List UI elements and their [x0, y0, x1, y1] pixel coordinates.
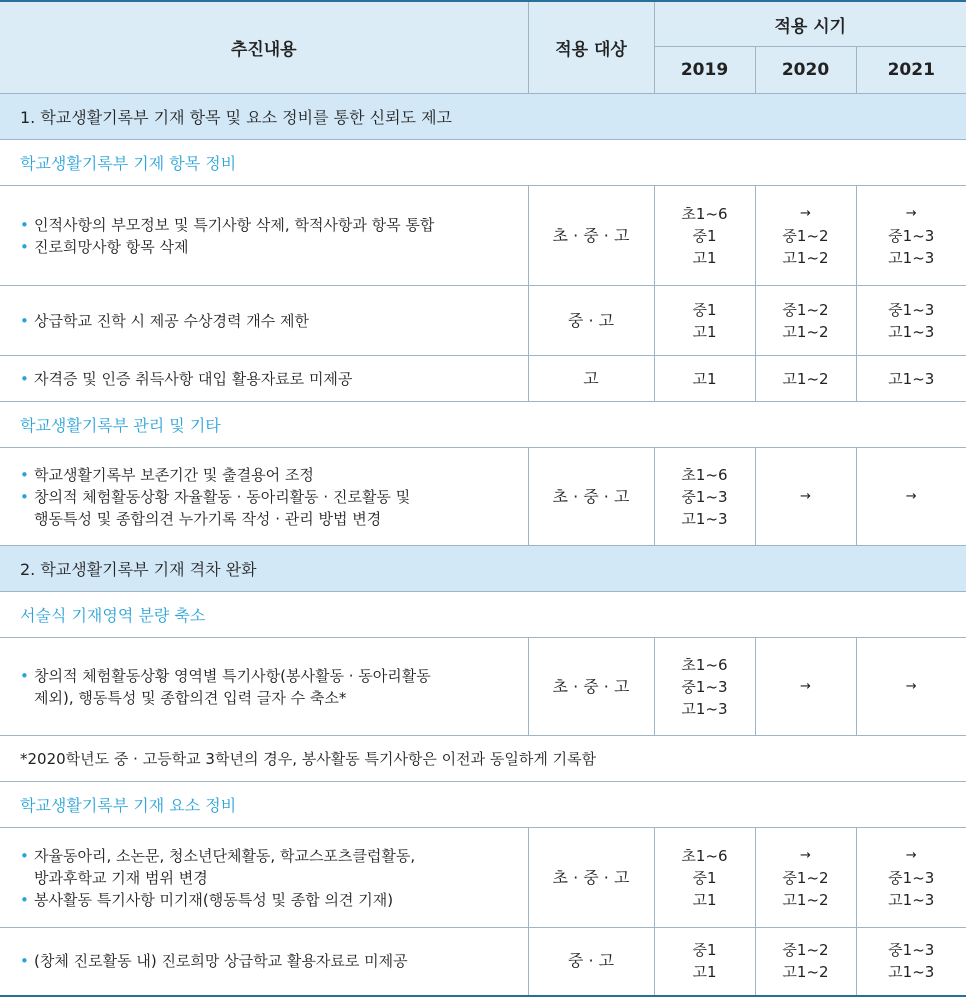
year-value: 중1~2 — [756, 299, 856, 321]
year-value: 중1~3 — [857, 939, 966, 961]
row-2021 — [856, 638, 966, 736]
row-line: • 자격증 및 인증 취득사항 대입 활용자료로 미제공 — [20, 368, 520, 390]
subsection-title: 서술식 기재영역 분량 축소 — [0, 592, 966, 638]
year-value: 중1 — [655, 299, 755, 321]
row-2019 — [654, 448, 755, 546]
row-content — [0, 638, 528, 736]
row-content — [0, 828, 528, 928]
row-2019 — [654, 186, 755, 286]
year-value: 고1~3 — [857, 321, 966, 343]
year-value: 초1~6 — [655, 845, 755, 867]
row-line: • 봉사활동 특기사항 미기재(행동특성 및 종합 의견 기재) — [20, 889, 520, 911]
row-target: 고 — [528, 356, 654, 402]
header-target: 적용 대상 — [528, 1, 654, 94]
table-row — [0, 186, 966, 286]
year-value: 고1~2 — [756, 889, 856, 911]
row-target: 초 · 중 · 고 — [528, 828, 654, 928]
year-value: 중1 — [655, 867, 755, 889]
row-line: • 창의적 체험활동상황 자율활동 · 동아리활동 · 진로활동 및 — [20, 486, 520, 508]
year-value: 고1~3 — [655, 508, 755, 530]
row-line: • 인적사항의 부모정보 및 특기사항 삭제, 학적사항과 항목 통합 — [20, 214, 520, 236]
table-row — [0, 286, 966, 356]
row-2019 — [654, 356, 755, 402]
year-value: 중1~2 — [756, 225, 856, 247]
row-2021 — [856, 356, 966, 402]
arrow-icon: → — [857, 845, 966, 867]
year-value: 고1~2 — [756, 368, 856, 390]
subsection-title: 학교생활기록부 관리 및 기타 — [0, 402, 966, 448]
row-content — [0, 928, 528, 996]
row-2020 — [755, 186, 856, 286]
header-content: 추진내용 — [0, 1, 528, 94]
row-line: • 진로희망사항 항목 삭제 — [20, 236, 520, 258]
year-value: 고1~3 — [857, 889, 966, 911]
row-target: 중 · 고 — [528, 928, 654, 996]
table-row — [0, 448, 966, 546]
row-2019 — [654, 286, 755, 356]
row-line: • 창의적 체험활동상황 영역별 특기사항(봉사활동 · 동아리활동 — [20, 665, 520, 687]
row-2020 — [755, 828, 856, 928]
table-row — [0, 928, 966, 996]
row-target: 중 · 고 — [528, 286, 654, 356]
row-2019 — [654, 928, 755, 996]
arrow-icon: → — [756, 486, 856, 508]
row-2021 — [856, 828, 966, 928]
year-value: 중1~3 — [655, 676, 755, 698]
row-line: 행동특성 및 종합의견 누가기록 작성 · 관리 방법 변경 — [20, 508, 520, 530]
year-value: 초1~6 — [655, 654, 755, 676]
year-value: 고1 — [655, 961, 755, 983]
arrow-icon: → — [756, 845, 856, 867]
year-value: 중1~2 — [756, 867, 856, 889]
year-value: 중1~3 — [857, 299, 966, 321]
year-value: 고1~3 — [857, 961, 966, 983]
arrow-icon: → — [857, 676, 966, 698]
table-row — [0, 356, 966, 402]
row-line: • 상급학교 진학 시 제공 수상경력 개수 제한 — [20, 310, 520, 332]
arrow-icon: → — [857, 203, 966, 225]
arrow-icon: → — [756, 203, 856, 225]
row-2020 — [755, 638, 856, 736]
row-content — [0, 286, 528, 356]
arrow-icon: → — [756, 676, 856, 698]
row-2021 — [856, 286, 966, 356]
row-2020 — [755, 356, 856, 402]
row-target: 초 · 중 · 고 — [528, 186, 654, 286]
row-2021 — [856, 928, 966, 996]
header-year-2021: 2021 — [856, 47, 966, 94]
subsection-title: 학교생활기록부 기재 요소 정비 — [0, 782, 966, 828]
header-year-2020: 2020 — [755, 47, 856, 94]
row-content — [0, 186, 528, 286]
table-row — [0, 638, 966, 736]
row-2019 — [654, 638, 755, 736]
year-value: 고1~2 — [756, 321, 856, 343]
row-content — [0, 448, 528, 546]
row-target: 초 · 중 · 고 — [528, 638, 654, 736]
arrow-icon: → — [857, 486, 966, 508]
year-value: 중1~3 — [857, 225, 966, 247]
year-value: 중1~2 — [756, 939, 856, 961]
header-year-2019: 2019 — [654, 47, 755, 94]
row-2020 — [755, 928, 856, 996]
header-period: 적용 시기 — [654, 1, 966, 47]
section-title: 1. 학교생활기록부 기재 항목 및 요소 정비를 통한 신뢰도 제고 — [0, 94, 966, 140]
year-value: 초1~6 — [655, 203, 755, 225]
year-value: 고1~2 — [756, 961, 856, 983]
row-line: • 학교생활기록부 보존기간 및 출결용어 조정 — [20, 464, 520, 486]
year-value: 고1 — [655, 368, 755, 390]
year-value: 고1 — [655, 889, 755, 911]
year-value: 고1~3 — [857, 368, 966, 390]
row-line: 방과후학교 기재 범위 변경 — [20, 867, 520, 889]
row-2020 — [755, 286, 856, 356]
year-value: 중1~3 — [655, 486, 755, 508]
year-value: 중1 — [655, 225, 755, 247]
year-value: 중1~3 — [857, 867, 966, 889]
year-value: 고1~3 — [857, 247, 966, 269]
year-value: 중1 — [655, 939, 755, 961]
subsection-title: 학교생활기록부 기제 항목 정비 — [0, 140, 966, 186]
row-2021 — [856, 186, 966, 286]
table-row — [0, 828, 966, 928]
row-target: 초 · 중 · 고 — [528, 448, 654, 546]
footnote: *2020학년도 중 · 고등학교 3학년의 경우, 봉사활동 특기사항은 이전과 동일하게 기록함 — [0, 736, 966, 782]
row-line: 제외), 행동특성 및 종합의견 입력 글자 수 축소* — [20, 687, 520, 709]
row-line: • 자율동아리, 소논문, 청소년단체활동, 학교스포츠클럽활동, — [20, 845, 520, 867]
year-value: 고1 — [655, 247, 755, 269]
row-2020 — [755, 448, 856, 546]
row-2021 — [856, 448, 966, 546]
year-value: 고1~2 — [756, 247, 856, 269]
row-2019 — [654, 828, 755, 928]
year-value: 고1 — [655, 321, 755, 343]
year-value: 초1~6 — [655, 464, 755, 486]
row-content — [0, 356, 528, 402]
year-value: 고1~3 — [655, 698, 755, 720]
section-title: 2. 학교생활기록부 기재 격차 완화 — [0, 546, 966, 592]
row-line: • (창체 진로활동 내) 진로희망 상급학교 활용자료로 미제공 — [20, 950, 520, 972]
